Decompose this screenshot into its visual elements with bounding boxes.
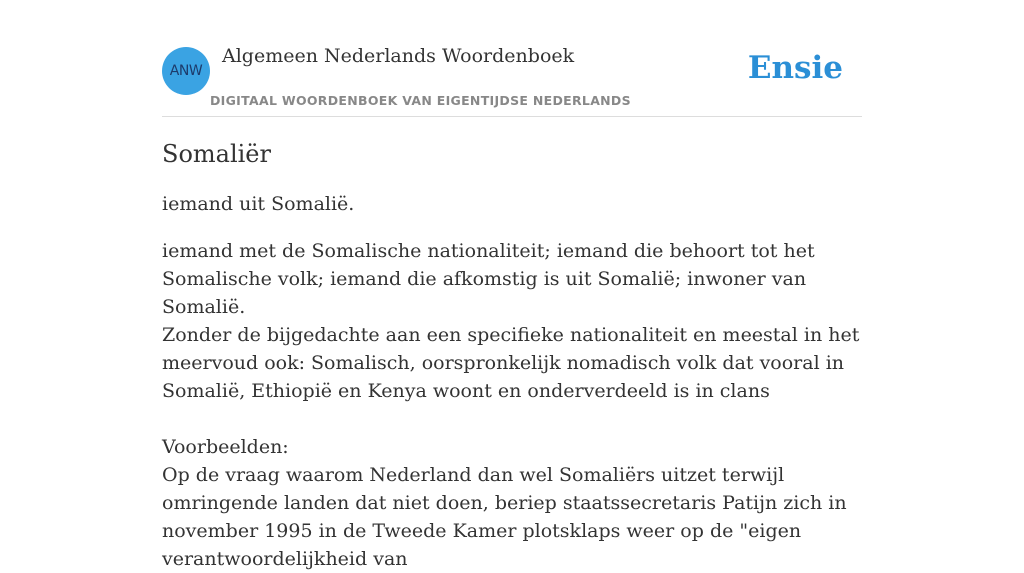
site-title[interactable]: Algemeen Nederlands Woordenboek (222, 45, 575, 67)
paragraph-spacer (162, 405, 862, 433)
definition-paragraph: iemand met de Somalische nationaliteit; iemand die behoort tot het Somalische volk; iemand die afkomstig is uit Somalië; inwoner van Somalië. (162, 240, 815, 318)
site-subtitle: DIGITAAL WOORDENBOEK VAN EIGENTIJDSE NEDERLANDS (210, 93, 631, 108)
entry-body (162, 237, 862, 573)
site-header (162, 0, 862, 117)
definition-paragraph: Zonder de bijgedachte aan een specifieke nationaliteit en meestal in het meervoud ook: Somalisch, oorspronkelijk nomadisch volk dat vooral in Somalië, Ethiopië en Kenya woont en onderverdeeld is in clans (162, 324, 860, 402)
examples-label: Voorbeelden: (162, 436, 289, 458)
anw-logo[interactable] (162, 47, 210, 95)
entry-headword: Somaliër (162, 140, 271, 168)
ensie-brand-logo[interactable]: Ensie (747, 50, 843, 86)
short-definition: iemand uit Somalië. (162, 193, 355, 215)
example-paragraph: Op de vraag waarom Nederland dan wel Somaliërs uitzet terwijl omringende landen dat niet doen, beriep staatssecretaris Patijn zich in november 1995 in de Tweede Kamer plotsklaps weer op de "eigen verantwoordelijkheid van (162, 464, 847, 570)
entry-content (162, 138, 862, 573)
logo-text: ANW (169, 63, 203, 79)
